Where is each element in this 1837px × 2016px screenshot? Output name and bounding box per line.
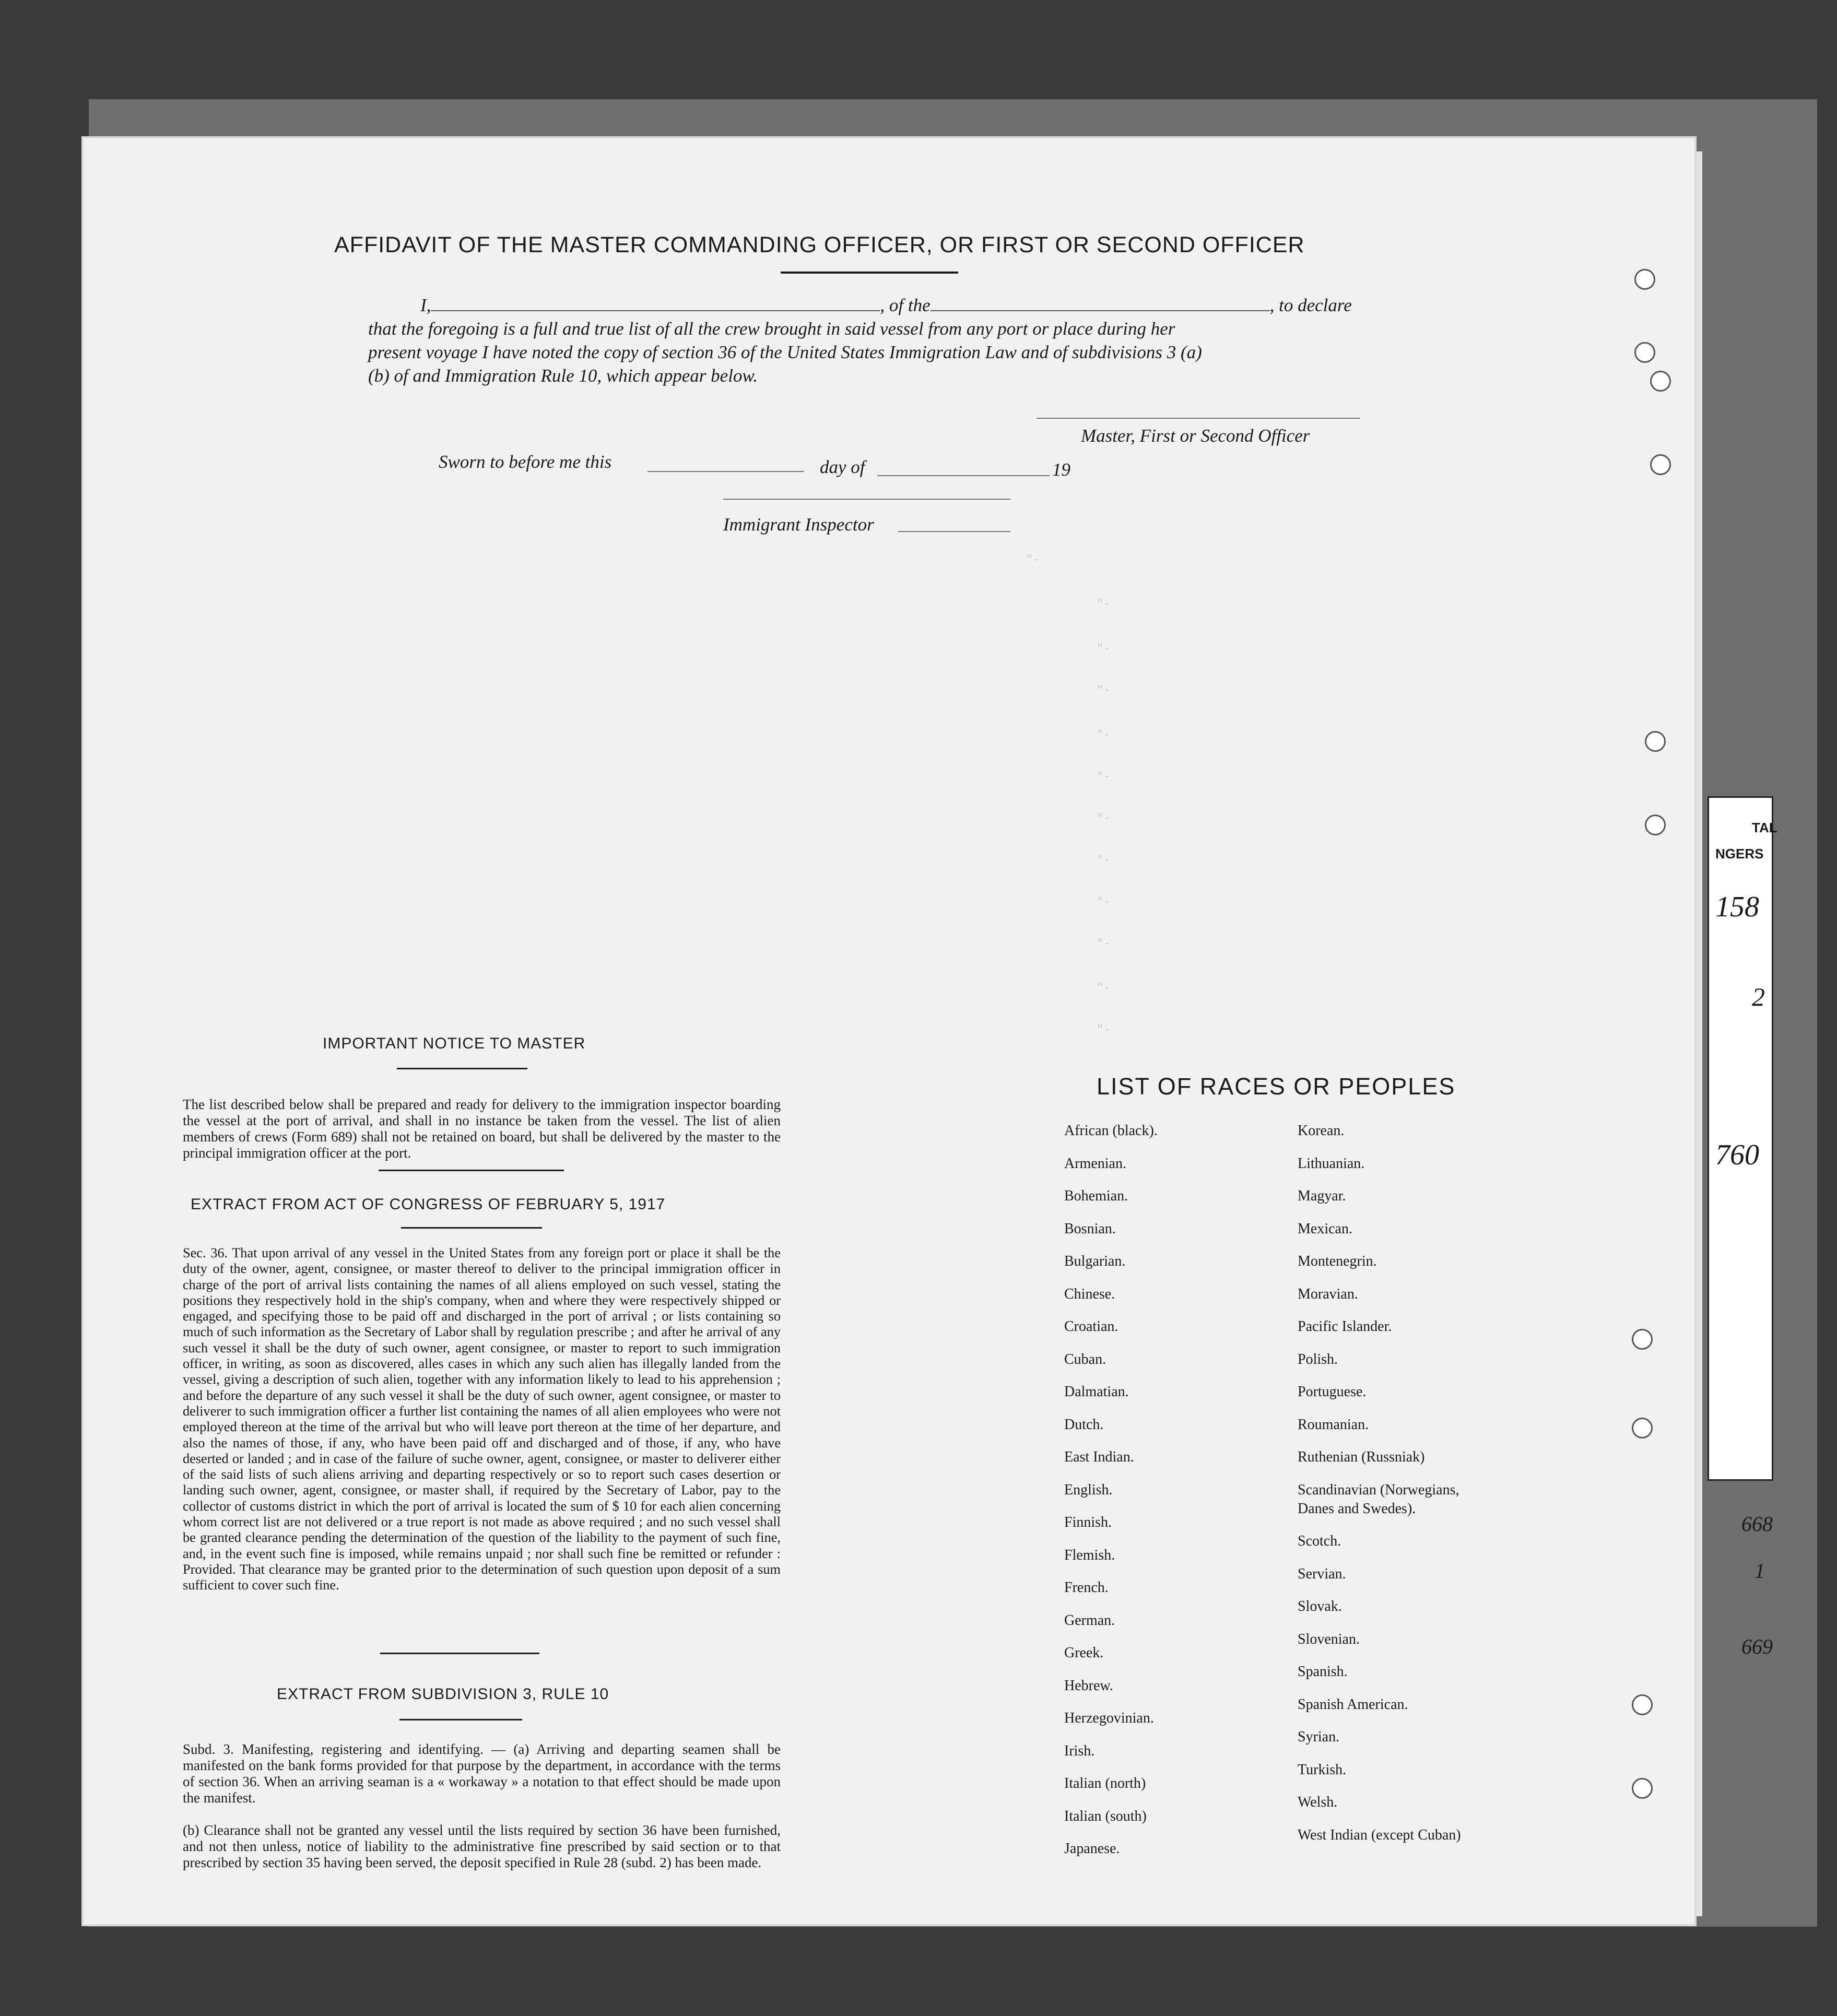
- ghost-mark: "-: [1097, 982, 1111, 995]
- race-item: Roumanian.: [1298, 1416, 1369, 1433]
- race-item: Scandinavian (Norwegians,: [1298, 1481, 1459, 1498]
- race-item: Spanish.: [1298, 1664, 1348, 1680]
- race-item: Magyar.: [1298, 1188, 1346, 1204]
- affidavit-title: AFFIDAVIT OF THE MASTER COMMANDING OFFICER, OR FIRST OR SECOND OFFICER: [334, 232, 1305, 257]
- ghost-mark: "-: [1097, 770, 1111, 783]
- race-item: Dalmatian.: [1064, 1384, 1129, 1400]
- race-item: Italian (south): [1064, 1808, 1147, 1824]
- ghost-mark: "-: [1097, 728, 1111, 741]
- rule-underline: [399, 1719, 522, 1720]
- race-item: Irish.: [1064, 1742, 1095, 1759]
- affidavit-line-1: I, , of the , to declare: [420, 295, 1352, 315]
- title-underline: [781, 272, 958, 274]
- race-item: Moravian.: [1298, 1286, 1358, 1302]
- notice-underline: [397, 1068, 527, 1069]
- ghost-mark: "-: [1097, 1023, 1111, 1036]
- tally-header: NGERS: [1715, 846, 1764, 862]
- race-item: Polish.: [1298, 1351, 1338, 1367]
- race-item: Montenegrin.: [1298, 1253, 1377, 1269]
- handwritten-number: 668: [1741, 1512, 1773, 1536]
- day-of-label: day of: [820, 457, 865, 477]
- punch-hole-icon: [1645, 815, 1666, 835]
- tally-header: TAL: [1752, 820, 1777, 835]
- signer-label: Master, First or Second Officer: [1081, 426, 1310, 446]
- notice-divider: [379, 1170, 564, 1171]
- race-item: German.: [1064, 1612, 1115, 1629]
- inspector-signature-line: [898, 531, 1010, 532]
- race-item: French.: [1064, 1579, 1109, 1596]
- handwritten-number: 669: [1741, 1635, 1773, 1658]
- ghost-mark: "-: [1097, 642, 1111, 655]
- race-item: Cuban.: [1064, 1351, 1106, 1367]
- race-item: Bosnian.: [1064, 1220, 1116, 1237]
- race-item: Hebrew.: [1064, 1677, 1113, 1694]
- punch-hole-icon: [1634, 269, 1655, 290]
- race-item: Dutch.: [1064, 1416, 1104, 1433]
- affidavit-line-4: (b) of and Immigration Rule 10, which appear below.: [368, 366, 758, 386]
- race-item: Finnish.: [1064, 1514, 1112, 1530]
- inspector-label: Immigrant Inspector: [723, 514, 874, 535]
- race-item: Chinese.: [1064, 1286, 1115, 1302]
- race-item: African (black).: [1064, 1123, 1158, 1139]
- race-item: Danes and Swedes).: [1298, 1500, 1416, 1517]
- race-item: Pacific Islander.: [1298, 1318, 1392, 1335]
- ghost-mark: "-: [1097, 598, 1111, 611]
- race-item: Slovenian.: [1298, 1631, 1360, 1647]
- punch-hole-icon: [1632, 1778, 1653, 1799]
- race-item: Bohemian.: [1064, 1188, 1128, 1204]
- ghost-mark: "-: [1097, 937, 1111, 950]
- ghost-mark: "-: [1026, 553, 1040, 567]
- act-underline: [401, 1227, 542, 1229]
- race-item: Korean.: [1298, 1123, 1345, 1139]
- race-item: Japanese.: [1064, 1841, 1120, 1857]
- sworn-label: Sworn to before me this: [439, 452, 612, 472]
- ghost-mark: "-: [1097, 854, 1111, 867]
- race-item: Portuguese.: [1298, 1384, 1367, 1400]
- punch-hole-icon: [1645, 731, 1666, 752]
- race-item: Slovak.: [1298, 1598, 1342, 1614]
- race-item: Spanish American.: [1298, 1696, 1408, 1713]
- race-item: Mexican.: [1298, 1220, 1352, 1237]
- punch-hole-icon: [1650, 371, 1671, 392]
- signature-line: [1037, 418, 1360, 419]
- month-line: [877, 475, 1050, 476]
- race-item: Greek.: [1064, 1645, 1104, 1661]
- race-item: West Indian (except Cuban): [1298, 1826, 1461, 1843]
- punch-hole-icon: [1632, 1418, 1653, 1439]
- act-heading: EXTRACT FROM ACT OF CONGRESS OF FEBRUARY 5, 1917: [191, 1196, 666, 1213]
- affidavit-page: [84, 138, 1694, 1924]
- punch-hole-icon: [1632, 1694, 1653, 1715]
- affidavit-line-2: that the foregoing is a full and true list of all the crew brought in said vessel from any port or place during her: [368, 319, 1175, 339]
- race-item: Syrian.: [1298, 1729, 1340, 1745]
- race-item: Italian (north): [1064, 1775, 1146, 1791]
- handwritten-number: 1: [1754, 1559, 1765, 1583]
- race-item: Croatian.: [1064, 1318, 1118, 1335]
- race-item: Servian.: [1298, 1565, 1346, 1582]
- notice-heading: IMPORTANT NOTICE TO MASTER: [323, 1035, 586, 1052]
- race-item: Ruthenian (Russniak): [1298, 1449, 1425, 1465]
- rule-text-b: (b) Clearance shall not be granted any vessel until the lists required by section 36 have been furnished, and not then unless, notice of liability to the administrative fine prescribed by said section or to that prescribed by section 35 having been served, the deposit specified in Rule 28 (subd. 2) has been made.: [183, 1822, 781, 1870]
- notice-text: The list described below shall be prepared and ready for delivery to the immigration inspector boarding the vessel at the port of arrival, and shall in no instance be taken from the vessel. The list of alien members of crews (Form 689) shall not be retained on board, but shall be delivered by the master to the principal immigration officer at the port.: [183, 1097, 781, 1161]
- race-item: Bulgarian.: [1064, 1253, 1126, 1269]
- handwritten-number: 760: [1715, 1139, 1759, 1171]
- handwritten-number: 158: [1715, 891, 1759, 923]
- act-text: Sec. 36. That upon arrival of any vessel in the United States from any foreign port or place it shall be the duty of the owner, agent, consignee, or master thereof to deliver to the principal immigration officer in charge of the port of arrival lists containing the names of all aliens employed on such vessel, stating the positions they respectively hold in the ship's company, when and where they were respectively shipped or engaged, and specifying those to be paid off and discharged in the port of arrival ; or lists containing so much of such information as the Secretary of Labor shall by regulation prescribe ; and after he arrival of any such vessel it shall be the duty of such owner, agent consignee, or master to report to such immigration officer, in writing, as soon as discovered, alles cases in which any such alien has illegally landed from the vessel, giving a description of such alien, together with any information likely to lead to his apprehension ; and before the departure of any such vessel it shall be the duty of such owner, agent consignee, or master to deliverer to such immigration officer a further list containing the names of all alien employees who were not employed thereon at the time of the arrival but who will leave port thereon at the time of her departure, and also the names of those, if any, who have been paid off and discharged and of those, if any, who have deserted or landed ; and in case of the failure of suche owner, agent, consignee, or master to deliverer either of the said lists of such aliens arriving and departing respectively or so to report such cases desertion or landing such owner, agent, consignee, or master shall, if required by the Secretary of Labor, pay to the collector of customs district in which the port of arrival is located the sum of $ 10 for each alien concerning whom correct list are not delivered or a true report is not made as above required ; and no such vessel shall be granted clearance pending the determination of the question of the liability to the payment of such fine, and, in the event such fine is imposed, while remains unpaid ; nor shall such fine be remitted or refunder : Provided. That clearance may be granted prior to the determination of such question upon deposit of a sum sufficient to cover such fine.: [183, 1245, 781, 1593]
- race-item: Welsh.: [1298, 1794, 1338, 1810]
- race-item: Lithuanian.: [1298, 1155, 1365, 1172]
- race-item: Turkish.: [1298, 1761, 1347, 1778]
- race-item: Flemish.: [1064, 1547, 1115, 1563]
- races-heading: LIST OF RACES OR PEOPLES: [1097, 1073, 1456, 1100]
- race-item: East Indian.: [1064, 1449, 1134, 1465]
- ghost-mark: "-: [1097, 684, 1111, 697]
- race-item: Herzegovinian.: [1064, 1710, 1154, 1726]
- race-item: Scotch.: [1298, 1533, 1341, 1549]
- punch-hole-icon: [1650, 454, 1671, 475]
- rule-text-a: Subd. 3. Manifesting, registering and identifying. — (a) Arriving and departing seamen shall be manifested on the bank forms provided for that purpose by the department, in accordance with the terms of section 36. When an arriving seaman is a « workaway » a notation to that effect should be made upon the manifest.: [183, 1741, 781, 1806]
- ghost-mark: "-: [1097, 895, 1111, 909]
- year-label: 19: [1052, 459, 1070, 480]
- punch-hole-icon: [1634, 342, 1655, 363]
- rule-heading: EXTRACT FROM SUBDIVISION 3, RULE 10: [277, 1685, 609, 1703]
- day-line: [647, 471, 804, 472]
- handwritten-number: 2: [1752, 982, 1765, 1011]
- inspector-line: [723, 499, 1010, 500]
- affidavit-line-3: present voyage I have noted the copy of section 36 of the United States Immigration Law and of subdivisions 3 (a): [368, 342, 1202, 362]
- act-divider: [380, 1653, 539, 1654]
- ghost-mark: "-: [1097, 812, 1111, 825]
- race-item: Armenian.: [1064, 1155, 1126, 1172]
- race-item: English.: [1064, 1481, 1113, 1498]
- punch-hole-icon: [1632, 1329, 1653, 1350]
